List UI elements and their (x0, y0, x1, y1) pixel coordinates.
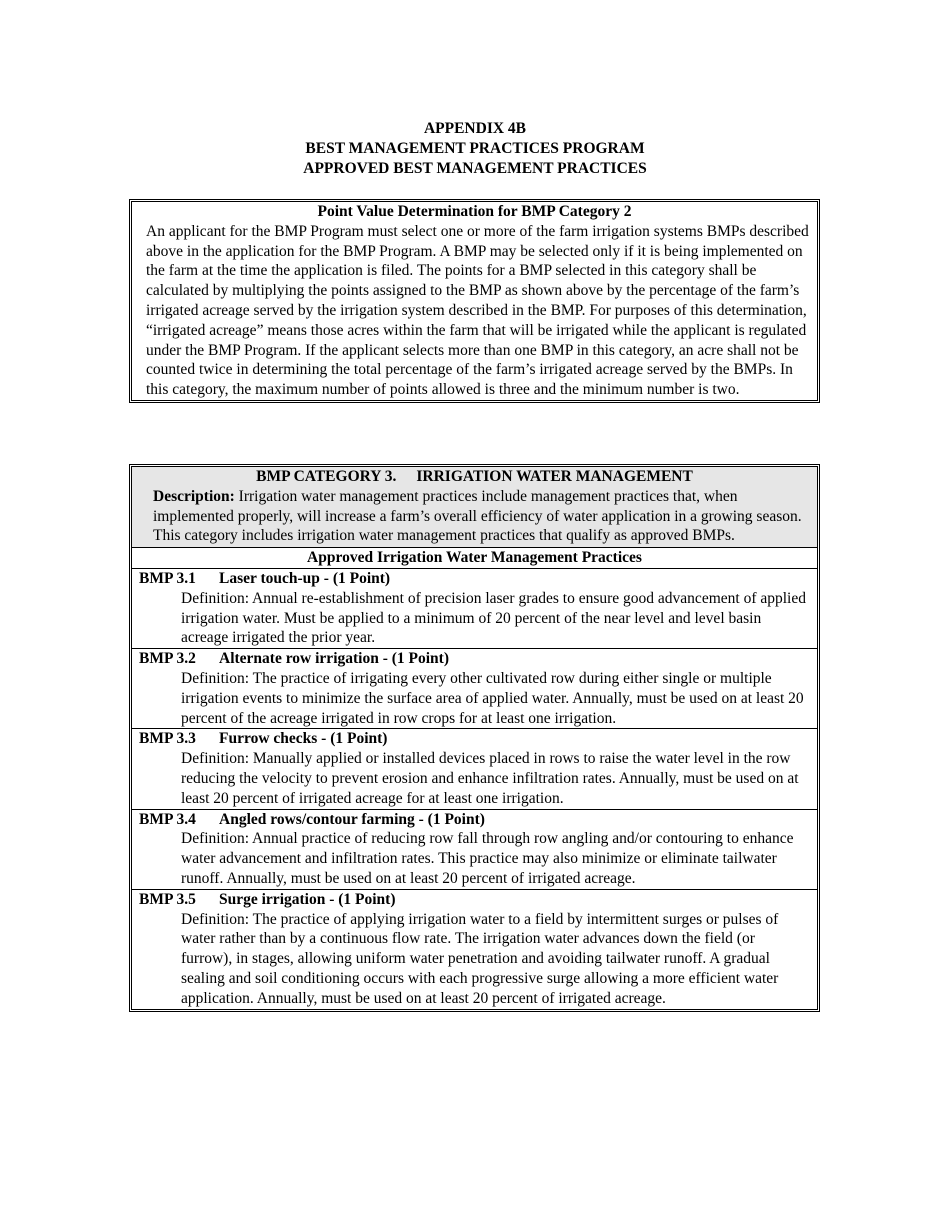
bmp-number: BMP 3.2 (139, 650, 196, 668)
point-value-title: Point Value Determination for BMP Category 2 (317, 203, 632, 220)
category-label: BMP CATEGORY 3. (256, 468, 397, 485)
title-line-3: APPROVED BEST MANAGEMENT PRACTICES (303, 159, 647, 177)
point-value-box (129, 199, 820, 403)
point-value-text: An applicant for the BMP Program must select one or more of the farm irrigation systems BMPs described above in the application for the BMP Program. A BMP may be selected only if it is being implemented on the farm at the time the application is filed. The points for a BMP selected in this category shall be calculated by multiplying the points assigned to the BMP as shown above by the percentage of the farm’s irrigated acreage served by the irrigation system described in the BMP. For purposes of this determination, “irrigated acreage” means those acres within the farm that will be irrigated while the applicant is regulated under the BMP Program. If the applicant selects more than one BMP in this category, an acre shall not be counted twice in determining the total percentage of the farm’s irrigated acreage served by the BMPs. In this category, the maximum number of points allowed is three and the minimum number is two. (146, 222, 809, 399)
bmp-item (132, 649, 817, 729)
description-label: Description: (153, 487, 235, 505)
category-title (132, 467, 817, 487)
description-text: Irrigation water management practices include management practices that, when implemented properly, will increase a farm’s overall efficiency of water application in a growing season. This category includes irrigation water management practices that qualify as approved BMPs. (153, 487, 802, 545)
category-name: IRRIGATION WATER MANAGEMENT (416, 468, 693, 485)
bmp-number: BMP 3.4 (139, 810, 196, 828)
bmp-name: Furrow checks - (1 Point) (219, 730, 388, 748)
bmp-name: Surge irrigation - (1 Point) (219, 890, 396, 908)
bmp-definition: Definition: Annual practice of reducing row fall through row angling and/or contouring to enhance water advancement and infiltration rates. This practice may also minimize or eliminate tailwater runoff. Annually, must be used on at least 20 percent of irrigated acreage. (181, 830, 794, 887)
bmp-number: BMP 3.1 (139, 569, 196, 587)
bmp-name: Angled rows/contour farming - (1 Point) (219, 810, 485, 828)
category-header (132, 467, 817, 548)
title-line-1: APPENDIX 4B (423, 120, 527, 137)
bmp-item (132, 729, 817, 809)
bmp-item (132, 890, 817, 1009)
bmp-number: BMP 3.5 (139, 890, 196, 908)
practices-subheader: Approved Irrigation Water Management Practices (132, 548, 817, 569)
bmp-number: BMP 3.3 (139, 730, 196, 748)
bmp-title (132, 649, 817, 669)
bmp-definition: Definition: Manually applied or installed devices placed in rows to raise the water level in the row reducing the velocity to prevent erosion and enhance infiltration rates. Annually, must be used on at least 20 percent of irrigated acreage for at least one irrigation. (181, 750, 799, 807)
bmp-title (132, 890, 817, 910)
bmp-title (132, 569, 817, 589)
bmp-category-3-box (129, 464, 820, 1012)
bmp-title (132, 729, 817, 749)
category-description (132, 487, 817, 546)
title-line-2: BEST MANAGEMENT PRACTICES PROGRAM (305, 139, 645, 157)
bmp-definition: Definition: The practice of irrigating every other cultivated row during either single or multiple irrigation events to minimize the surface area of applied water. Annually, must be used on at least 20 percent of the acreage irrigated in row crops for at least one irrigation. (181, 669, 804, 727)
bmp-name: Alternate row irrigation - (1 Point) (219, 650, 450, 668)
bmp-item (132, 810, 817, 890)
document-title (0, 119, 950, 178)
bmp-definition: Definition: The practice of applying irrigation water to a field by intermittent surges or pulses of water rather than by a continuous flow rate. The irrigation water advances down the field (or furrow), in stages, allowing uniform water penetration and avoiding tailwater runoff. A gradual sealing and soil conditioning occurs with each progressive surge allowing a more efficient water application. Annually, must be used on at least 20 percent of irrigated acreage. (181, 910, 779, 1007)
bmp-item (132, 569, 817, 649)
bmp-definition: Definition: Annual re-establishment of precision laser grades to ensure good advancement of applied irrigation water. Must be applied to a minimum of 20 percent of the near level and level basin acreage irrigated the prior year. (181, 589, 806, 647)
bmp-name: Laser touch-up - (1 Point) (219, 569, 391, 587)
bmp-title (132, 810, 817, 830)
